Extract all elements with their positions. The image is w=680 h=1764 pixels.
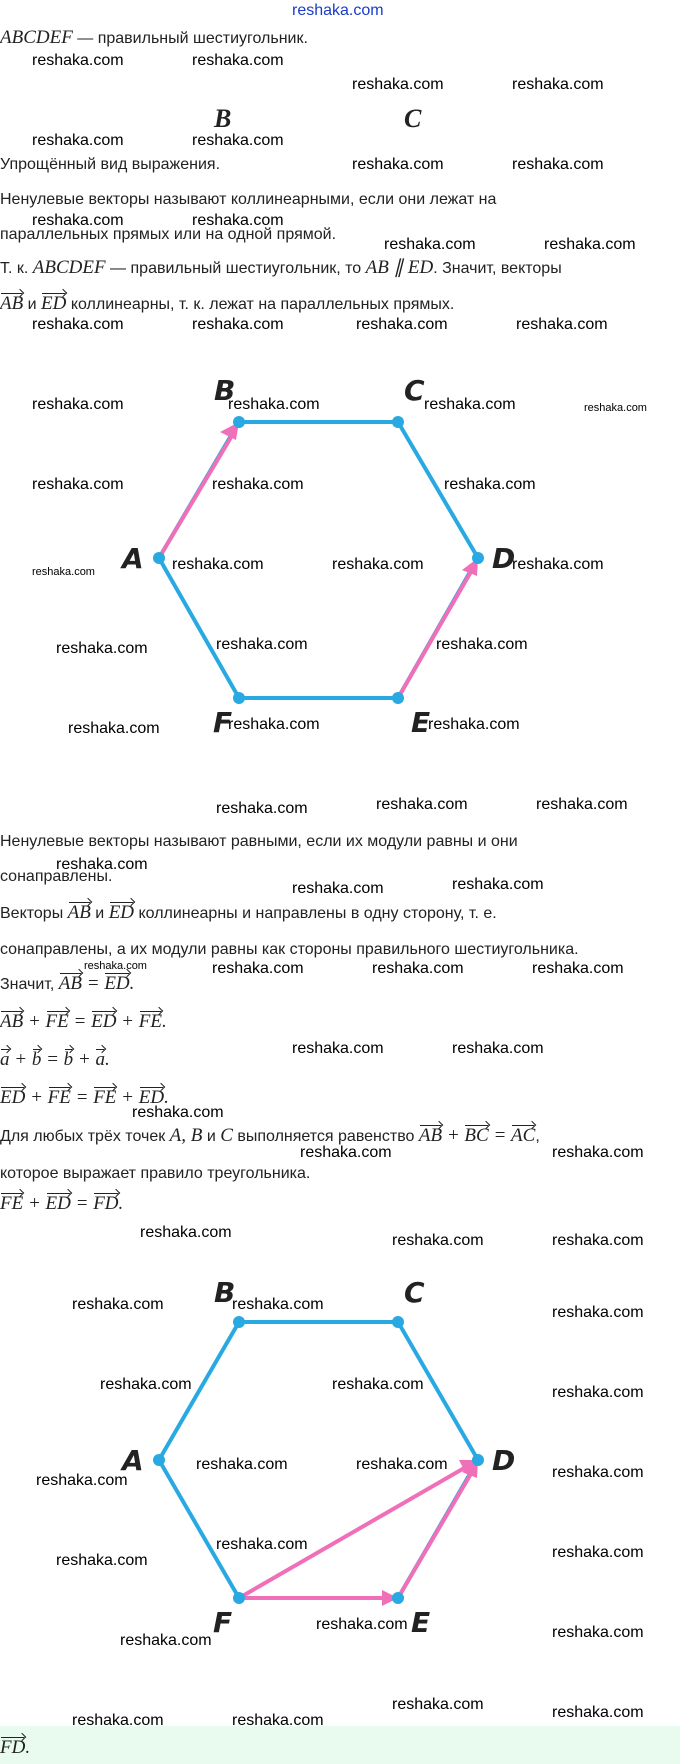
math-op: .: [25, 1737, 31, 1758]
vector-term: FE: [46, 1008, 69, 1032]
watermark: reshaka.com: [332, 556, 424, 573]
math-op: .: [104, 1049, 110, 1070]
answer-text: [0, 1734, 30, 1759]
vertex-e: [392, 1592, 404, 1604]
watermark: reshaka.com: [212, 476, 304, 493]
watermark: reshaka.com: [84, 960, 147, 972]
math-op: +: [9, 1049, 32, 1070]
label-f: F: [213, 1606, 233, 1639]
watermark: reshaka.com: [56, 856, 148, 873]
vector-ac: AC: [511, 1122, 535, 1146]
vertex-f: [233, 692, 245, 704]
watermark: reshaka.com: [36, 1472, 128, 1489]
vertex-b: [233, 416, 245, 428]
watermark: reshaka.com: [584, 402, 647, 414]
watermark: reshaka.com: [552, 1624, 644, 1641]
hexagon-parallel-line: [0, 258, 562, 279]
vector-term: FE: [48, 1084, 71, 1108]
watermark: reshaka.com: [216, 800, 308, 817]
watermark: reshaka.com: [228, 396, 320, 413]
watermark: reshaka.com: [552, 1384, 644, 1401]
math-op: =: [488, 1125, 512, 1146]
watermark: reshaka.com: [192, 212, 284, 229]
vector-ed: ED: [41, 290, 66, 314]
math-op: =: [68, 1011, 92, 1032]
label-d: D: [492, 1444, 516, 1477]
vertex-c: [392, 416, 404, 428]
text-part: выполняется равенство: [232, 1128, 419, 1145]
watermark: reshaka.com: [196, 1456, 288, 1473]
watermark: reshaka.com: [132, 1104, 224, 1121]
watermark: reshaka.com: [192, 316, 284, 333]
label-c: C: [404, 1276, 425, 1309]
codirectional-line: [0, 899, 497, 924]
vertex-b: [233, 1316, 245, 1328]
text-part: Для любых трёх точек: [0, 1128, 170, 1145]
label-c: C: [404, 374, 425, 407]
watermark: reshaka.com: [452, 1040, 544, 1057]
math-part: =: [81, 973, 105, 994]
watermark: reshaka.com: [552, 1704, 644, 1721]
collinear-conclusion: [0, 290, 454, 315]
vector-term: a: [95, 1046, 105, 1070]
vector-term: ED: [0, 1084, 25, 1108]
math-part: A, B: [169, 1125, 203, 1146]
watermark: reshaka.com: [56, 640, 148, 657]
vector-term: b: [32, 1046, 42, 1070]
watermark: reshaka.com: [392, 1232, 484, 1249]
watermark: reshaka.com: [56, 1552, 148, 1569]
vector-term: b: [64, 1046, 74, 1070]
watermark: reshaka.com: [212, 960, 304, 977]
math-op: =: [70, 1087, 94, 1108]
watermark: reshaka.com: [392, 1696, 484, 1713]
watermark: reshaka.com: [512, 156, 604, 173]
watermark: reshaka.com: [552, 1464, 644, 1481]
vector-term: AB: [0, 1008, 23, 1032]
math-op: +: [116, 1011, 139, 1032]
watermark: reshaka.com: [512, 556, 604, 573]
watermark: reshaka.com: [512, 76, 604, 93]
watermark: reshaka.com: [536, 796, 628, 813]
simplified-heading: Упрощённый вид выражения.: [0, 156, 221, 173]
vertex-d: [472, 552, 484, 564]
watermark: reshaka.com: [300, 1144, 392, 1161]
watermark: reshaka.com: [352, 156, 444, 173]
label-a: A: [122, 1444, 144, 1477]
vector-ed-line: [398, 1472, 472, 1598]
watermark: reshaka.com: [32, 132, 124, 149]
watermark: reshaka.com: [32, 396, 124, 413]
equation-2: [0, 1046, 110, 1071]
watermark: reshaka.com: [292, 1040, 384, 1057]
watermark: reshaka.com: [192, 52, 284, 69]
label-f: F: [213, 706, 233, 739]
math-op: =: [70, 1193, 94, 1214]
text-part: Векторы: [0, 905, 68, 922]
math-op: +: [23, 1193, 46, 1214]
watermark: reshaka.com: [424, 396, 516, 413]
problem-statement: [0, 28, 308, 49]
vector-ab: AB: [59, 970, 82, 994]
watermark: reshaka.com: [372, 960, 464, 977]
vector-term: ED: [139, 1084, 164, 1108]
math-op: +: [23, 1011, 46, 1032]
watermark: reshaka.com: [384, 236, 476, 253]
triangle-rule-line: [0, 1122, 540, 1147]
watermark: reshaka.com: [232, 1296, 324, 1313]
vector-term: FE: [93, 1084, 116, 1108]
math-op: =: [41, 1049, 64, 1070]
answer-bar: [0, 1726, 680, 1764]
label-b: B: [214, 1276, 236, 1309]
vertex-a: [153, 552, 165, 564]
watermark: reshaka.com: [316, 1616, 408, 1633]
watermark: reshaka.com: [436, 636, 528, 653]
vector-ed-line: [398, 570, 472, 698]
watermark: reshaka.com: [232, 1712, 324, 1729]
math-part: AB ∥ ED: [365, 257, 434, 278]
watermark: reshaka.com: [32, 52, 124, 69]
text-part: — правильный шестиугольник, то: [105, 260, 366, 277]
collinear-def-line1: Ненулевые векторы называют коллинеарными, если они лежат на: [0, 191, 497, 208]
math-op: +: [442, 1125, 465, 1146]
watermark: reshaka.com: [32, 566, 95, 578]
text-part: Значит,: [0, 976, 59, 993]
watermark: reshaka.com: [228, 716, 320, 733]
text-part: коллинеарны и направлены в одну сторону, т. е.: [134, 905, 497, 922]
math-op: +: [73, 1049, 96, 1070]
label-d: D: [492, 542, 516, 575]
vector-fd: FD: [0, 1734, 25, 1758]
vector-term: a: [0, 1046, 10, 1070]
equal-def-line1: Ненулевые векторы называют равными, если их модули равны и они: [0, 833, 518, 850]
watermark: reshaka.com: [292, 880, 384, 897]
label-a: A: [122, 542, 144, 575]
vector-term: ED: [91, 1008, 116, 1032]
label-e: E: [411, 1606, 431, 1639]
vertex-f: [233, 1592, 245, 1604]
watermark: reshaka.com: [352, 76, 444, 93]
watermark: reshaka.com: [552, 1304, 644, 1321]
watermark: reshaka.com: [452, 876, 544, 893]
math-part: .: [129, 973, 135, 994]
equation-1: [0, 1008, 167, 1033]
modulus-line: сонаправлены, а их модули равны как стороны правильного шестиугольника.: [0, 941, 579, 958]
label-b: B: [214, 374, 236, 407]
watermark: reshaka.com: [376, 796, 468, 813]
watermark: reshaka.com: [552, 1144, 644, 1161]
vector-ed: ED: [104, 970, 129, 994]
watermark: reshaka.com: [532, 960, 624, 977]
vector-ab: AB: [68, 899, 91, 923]
label-b-top: B: [214, 104, 232, 133]
vector-fd-line: [239, 1467, 466, 1598]
watermark: reshaka.com: [516, 316, 608, 333]
site-link[interactable]: reshaka.com: [292, 2, 384, 19]
statement-text: — правильный шестиугольник.: [72, 30, 308, 47]
watermark: reshaka.com: [428, 716, 520, 733]
watermark: reshaka.com: [216, 1536, 308, 1553]
math-op: +: [116, 1087, 139, 1108]
text-part: и: [23, 296, 42, 313]
equation-4: [0, 1190, 123, 1215]
watermark: reshaka.com: [552, 1232, 644, 1249]
math-op: .: [161, 1011, 167, 1032]
watermark: reshaka.com: [32, 316, 124, 333]
vector-bc: BC: [464, 1122, 488, 1146]
text-part: Т. к.: [0, 260, 33, 277]
watermark: reshaka.com: [100, 1376, 192, 1393]
vector-term: FD: [93, 1190, 118, 1214]
text-part: и: [90, 905, 109, 922]
vertex-a: [153, 1454, 165, 1466]
vector-ab-line: [159, 434, 233, 558]
vertex-e: [392, 692, 404, 704]
watermark: reshaka.com: [216, 636, 308, 653]
watermark: reshaka.com: [356, 1456, 448, 1473]
math-op: +: [25, 1087, 48, 1108]
hexagon-figure-1: [0, 360, 680, 740]
text-part: . Значит, векторы: [433, 260, 562, 277]
label-e: E: [411, 706, 431, 739]
vector-ed: ED: [109, 899, 134, 923]
math-op: .: [164, 1087, 169, 1108]
text-part: ,: [535, 1128, 540, 1145]
watermark: reshaka.com: [32, 476, 124, 493]
watermark: reshaka.com: [32, 212, 124, 229]
watermark: reshaka.com: [552, 1544, 644, 1561]
text-part: и: [202, 1128, 221, 1145]
watermark: reshaka.com: [444, 476, 536, 493]
watermark: reshaka.com: [332, 1376, 424, 1393]
watermark: reshaka.com: [544, 236, 636, 253]
math-part: C: [220, 1125, 233, 1146]
watermark: reshaka.com: [140, 1224, 232, 1241]
vector-ab: AB: [419, 1122, 442, 1146]
vector-term: FE: [0, 1190, 23, 1214]
watermark: reshaka.com: [172, 556, 264, 573]
watermark: reshaka.com: [72, 1296, 164, 1313]
vertex-d: [472, 1454, 484, 1466]
watermark: reshaka.com: [192, 132, 284, 149]
watermark: reshaka.com: [356, 316, 448, 333]
watermark: reshaka.com: [120, 1632, 212, 1649]
vertex-c: [392, 1316, 404, 1328]
vector-term: FE: [139, 1008, 162, 1032]
hexagon-name: ABCDEF: [0, 27, 73, 48]
collinear-def-line2: параллельных прямых или на одной прямой.: [0, 226, 337, 243]
label-c-top: C: [404, 104, 422, 133]
text-part: коллинеарны, т. к. лежат на параллельных прямых.: [66, 296, 455, 313]
watermark: reshaka.com: [72, 1712, 164, 1729]
vector-term: ED: [46, 1190, 71, 1214]
math-op: .: [118, 1193, 124, 1214]
watermark: reshaka.com: [68, 720, 160, 737]
equal-def-line2: сонаправлены.: [0, 868, 113, 885]
vector-ab: AB: [0, 290, 23, 314]
math-part: ABCDEF: [32, 257, 106, 278]
triangle-rule-line2: которое выражает правило треугольника.: [0, 1165, 311, 1182]
equality-conclusion: [0, 970, 134, 995]
